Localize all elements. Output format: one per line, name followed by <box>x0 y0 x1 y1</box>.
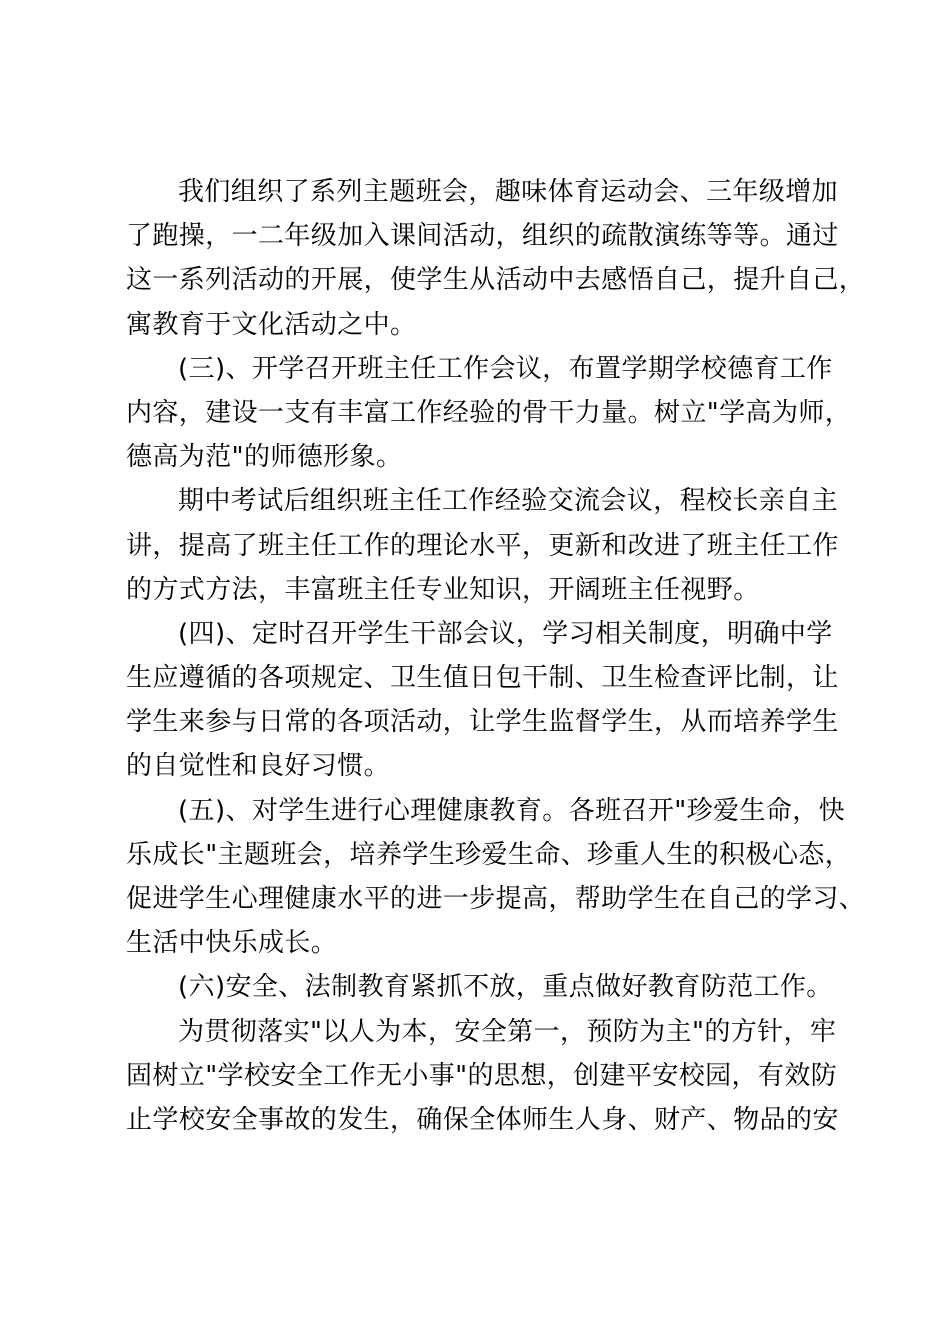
paragraph-line: 的自觉性和良好习惯。 <box>126 751 391 782</box>
paragraph-section-5 <box>126 789 866 966</box>
paragraph-line: 讲，提高了班主任工作的理论水平，更新和改进了班主任工作 <box>126 530 839 561</box>
paragraph-line: 乐成长"主题班会，培养学生珍爱生命、珍重人生的积极心态， <box>126 839 852 870</box>
paragraph-line: 生应遵循的各项规定、卫生值日包干制、卫生检查评比制，让 <box>126 663 839 694</box>
paragraph-midterm-meeting <box>126 479 856 612</box>
paragraph-line: (三)、开学召开班主任工作会议，布置学期学校德育工作 <box>178 353 833 384</box>
paragraph-line: 生活中快乐成长。 <box>126 928 338 959</box>
paragraph-line: (五)、对学生进行心理健康教育。各班召开"珍爱生命，快 <box>178 795 846 826</box>
paragraph-section-4 <box>126 612 856 789</box>
paragraph-section-3 <box>126 347 856 480</box>
paragraph-line: 学生来参与日常的各项活动，让学生监督学生，从而培养学生 <box>126 707 839 738</box>
paragraph-line: (六)安全、法制教育紧抓不放，重点做好教育防范工作。 <box>178 972 833 1003</box>
paragraph-line: 德高为范"的师德形象。 <box>126 442 403 473</box>
paragraph-activities <box>126 170 866 347</box>
paragraph-line: (四)、定时召开学生干部会议，学习相关制度，明确中学 <box>178 618 833 649</box>
paragraph-section-6 <box>126 965 856 1009</box>
paragraph-line: 的方式方法，丰富班主任专业知识，开阔班主任视野。 <box>126 574 760 605</box>
paragraph-line: 这一系列活动的开展，使学生从活动中去感悟自己，提升自己， <box>126 265 866 296</box>
paragraph-line: 止学校安全事故的发生，确保全体师生人身、财产、物品的安 <box>126 1104 839 1135</box>
paragraph-safety <box>126 1010 856 1143</box>
paragraph-line: 内容，建设一支有丰富工作经验的骨干力量。树立"学高为师， <box>126 397 852 428</box>
paragraph-line: 了跑操，一二年级加入课间活动，组织的疏散演练等等。通过 <box>126 221 839 252</box>
paragraph-line: 我们组织了系列主题班会，趣味体育运动会、三年级增加 <box>178 177 839 207</box>
paragraph-line: 寓教育于文化活动之中。 <box>126 309 417 340</box>
document-body <box>126 170 866 1142</box>
paragraph-line: 为贯彻落实"以人为本，安全第一，预防为主"的方针，牢 <box>178 1016 837 1047</box>
paragraph-line: 期中考试后组织班主任工作经验交流会议，程校长亲自主 <box>178 486 839 517</box>
paragraph-line: 促进学生心理健康水平的进一步提高，帮助学生在自己的学习、 <box>126 884 866 914</box>
paragraph-line: 固树立"学校安全工作无小事"的思想，创建平安校园，有效防 <box>126 1060 838 1091</box>
